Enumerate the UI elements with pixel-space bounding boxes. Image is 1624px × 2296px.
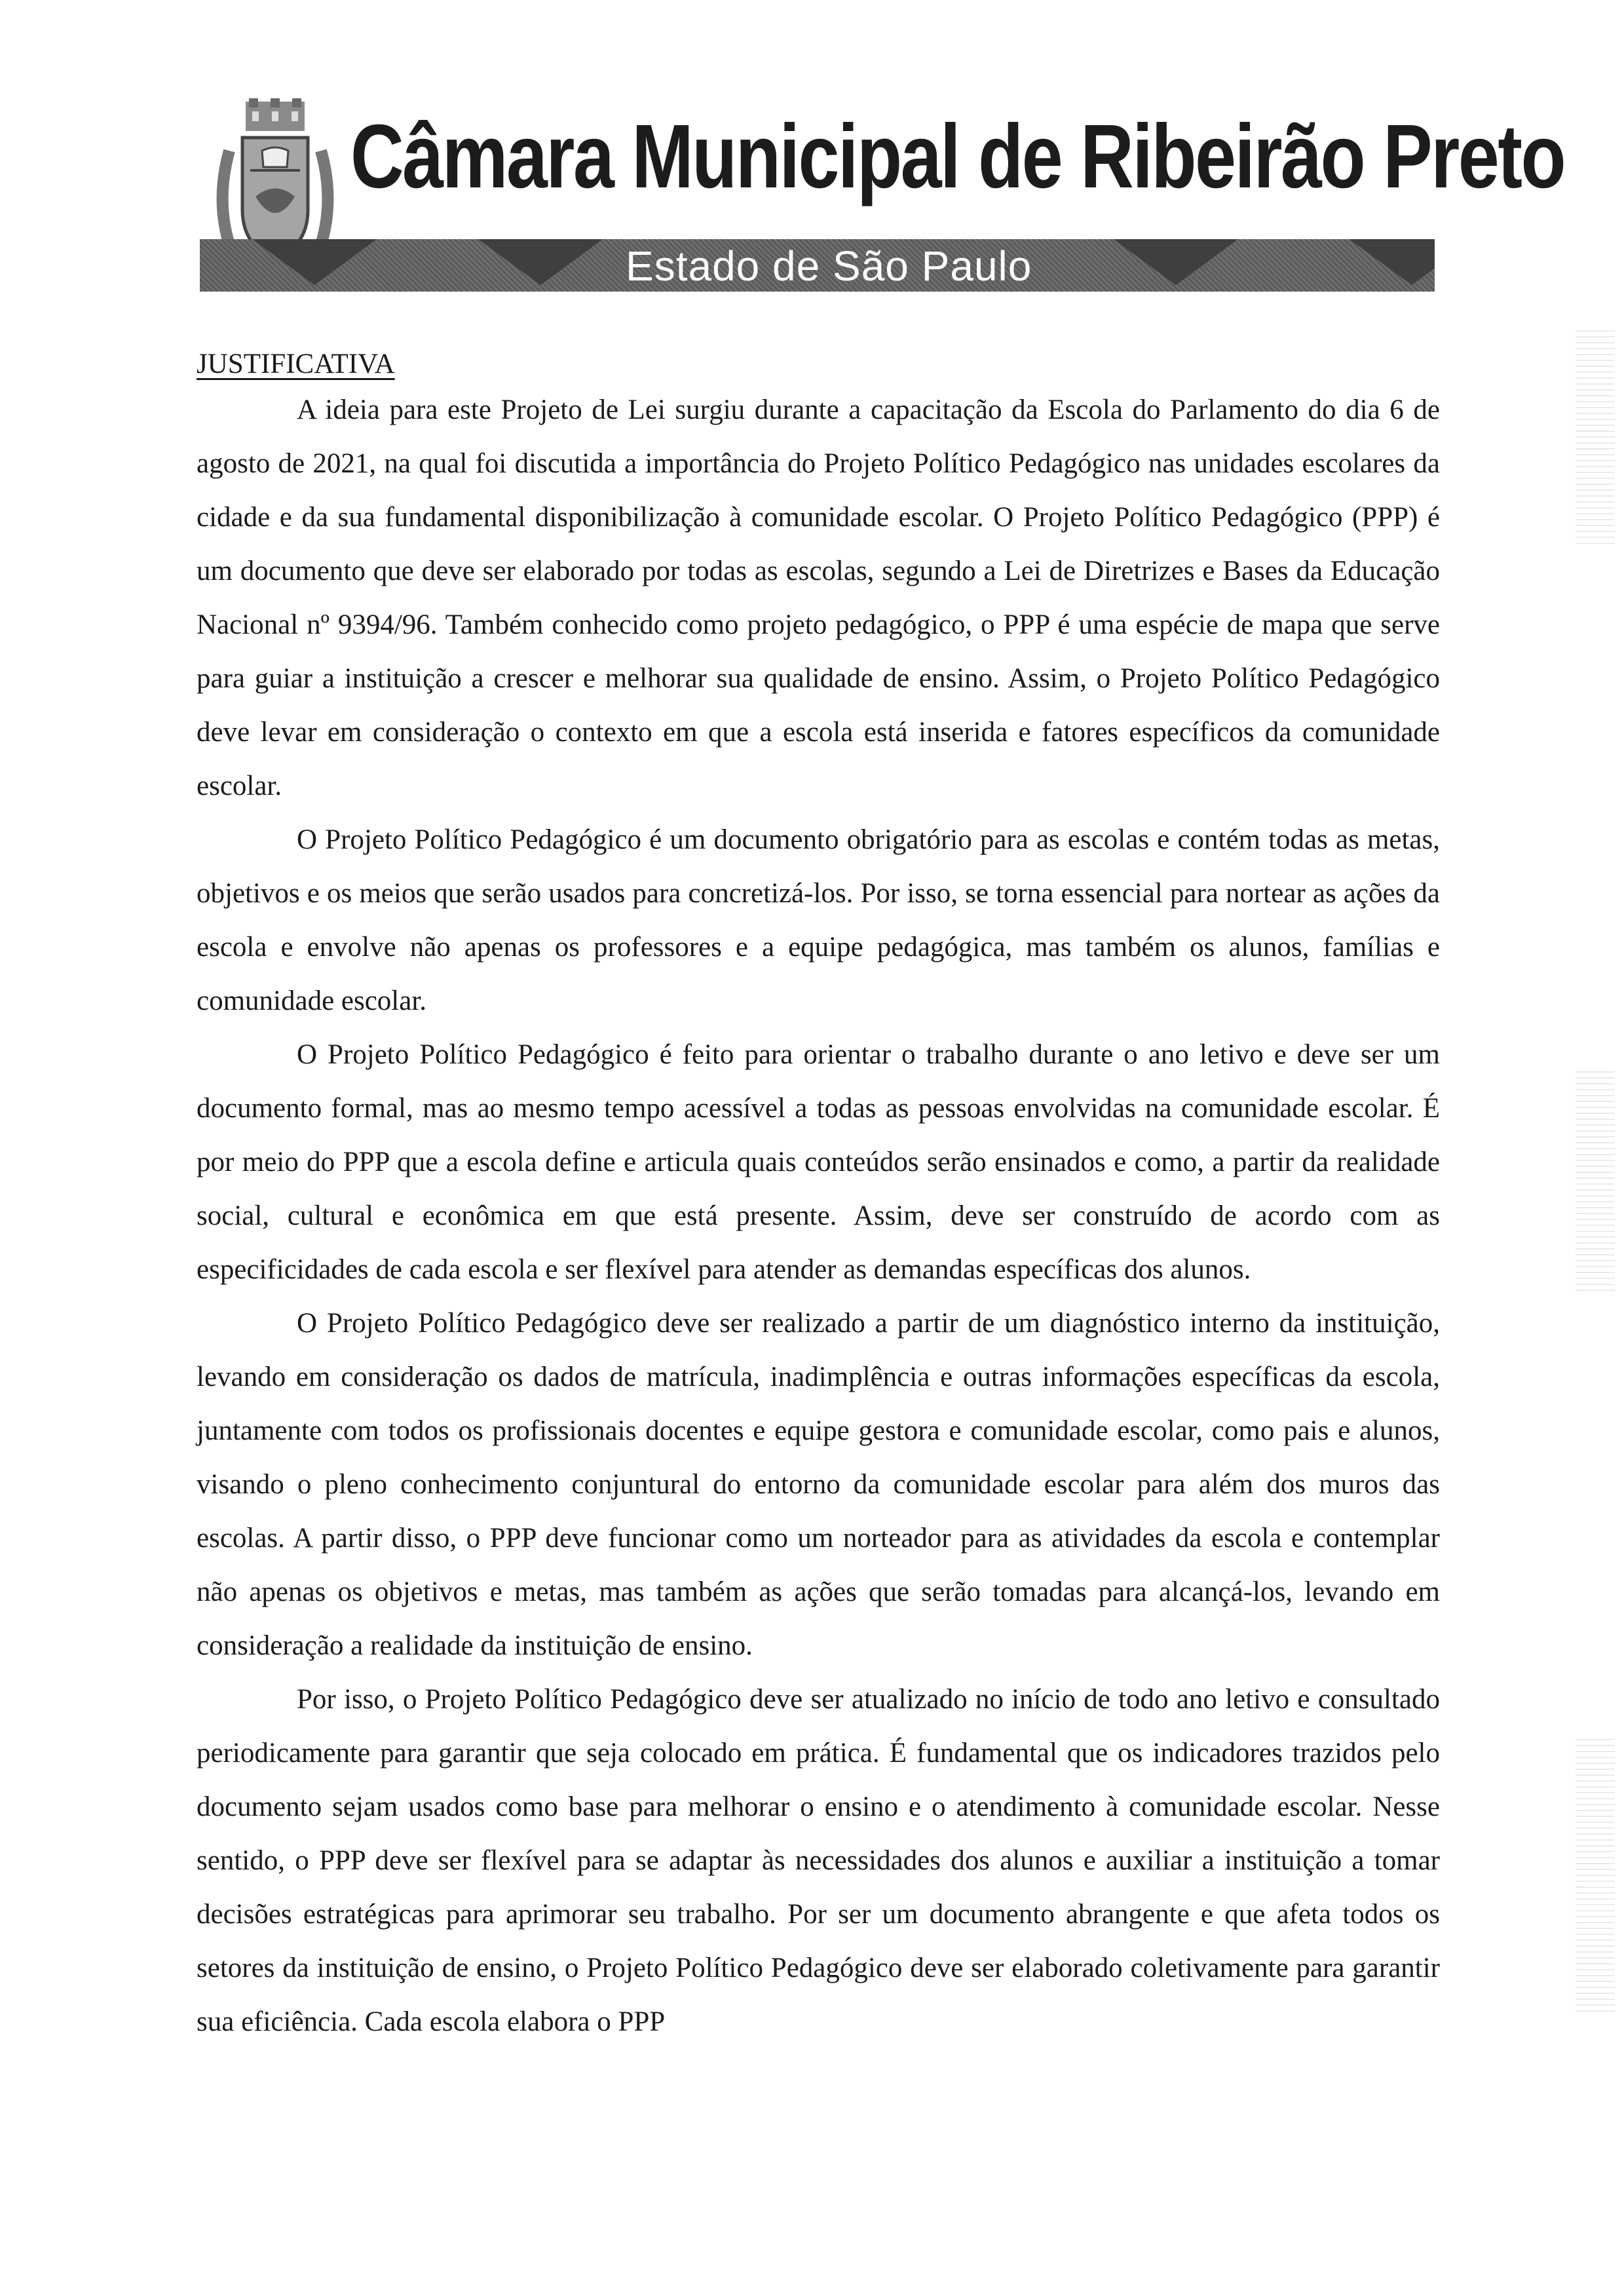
- chamber-title: Câmara Municipal de Ribeirão Preto: [350, 106, 1565, 207]
- state-subtitle: Estado de São Paulo: [626, 242, 1032, 290]
- paragraph: O Projeto Político Pedagógico deve ser realizado a partir de um diagnóstico interno da instituição, levando em consideração os dados de matrícula, inadimplência e outras informações específicas da escola, juntamente com todos os profissionais docentes e equipe gestora e comunidade escolar, como pais e alunos, visando o pleno conhecimento conjuntural do entorno da comunidade escolar para além dos muros das escolas. A partir disso, o PPP deve funcionar como um norteador para as atividades da escola e contemplar não apenas os objetivos e metas, mas também as ações que serão tomadas para alcançá-los, levando em consideração a realidade da instituição de ensino.: [197, 1308, 1440, 1661]
- paragraph: O Projeto Político Pedagógico é um documento obrigatório para as escolas e contém todas as metas, objetivos e os meios que serão usados para concretizá-los. Por isso, se torna essencial para nortear as ações da escola e envolve não apenas os professores e a equipe pedagógica, mas também os alunos, famílias e comunidade escolar.: [197, 824, 1440, 1016]
- paragraph: A ideia para este Projeto de Lei surgiu durante a capacitação da Escola do Parlamento do dia 6 de agosto de 2021, na qual foi discutida a importância do Projeto Político Pedagógico nas unidades escolares da cidade e da sua fundamental disponibilização à comunidade escolar. O Projeto Político Pedagógico (PPP) é um documento que deve ser elaborado por todas as escolas, segundo a Lei de Diretrizes e Bases da Educação Nacional nº 9394/96. Também conhecido como projeto pedagógico, o PPP é uma espécie de mapa que serve para guiar a instituição a crescer e melhorar sua qualidade de ensino. Assim, o Projeto Político Pedagógico deve levar em consideração o contexto em que a escola está inserida e fatores específicos da comunidade escolar.: [197, 394, 1440, 801]
- scan-artifact: [1576, 1736, 1615, 2012]
- document-body: [197, 345, 1440, 2049]
- paragraph: Por isso, o Projeto Político Pedagógico deve ser atualizado no início de todo ano letivo e consultado periodicamente para garantir que seja colocado em prática. É fundamental que os indicadores trazidos pelo documento sejam usados como base para melhorar o ensino e o atendimento à comunidade escolar. Nesse sentido, o PPP deve ser flexível para se adaptar às necessidades dos alunos e auxiliar a instituição a tomar decisões estratégicas para aprimorar seu trabalho. Por ser um documento abrangente e que afeta todos os setores da instituição de ensino, o Projeto Político Pedagógico deve ser elaborado coletivamente para garantir sua eficiência. Cada escola elabora o PPP: [197, 1684, 1440, 2037]
- section-heading: JUSTIFICATIVA: [197, 349, 395, 379]
- scan-artifact: [1576, 328, 1615, 544]
- paragraph: O Projeto Político Pedagógico é feito para orientar o trabalho durante o ano letivo e deve ser um documento formal, mas ao mesmo tempo acessível a todas as pessoas envolvidas na comunidade escolar. É por meio do PPP que a escola define e articula quais conteúdos serão ensinados e como, a partir da realidade social, cultural e econômica em que está presente. Assim, deve ser construído de acordo com as especificidades de cada escola e ser flexível para atender as demandas específicas dos alunos.: [197, 1039, 1440, 1285]
- scan-artifact: [1576, 1068, 1615, 1291]
- letterhead: [190, 92, 1565, 301]
- header-band: [200, 239, 1435, 292]
